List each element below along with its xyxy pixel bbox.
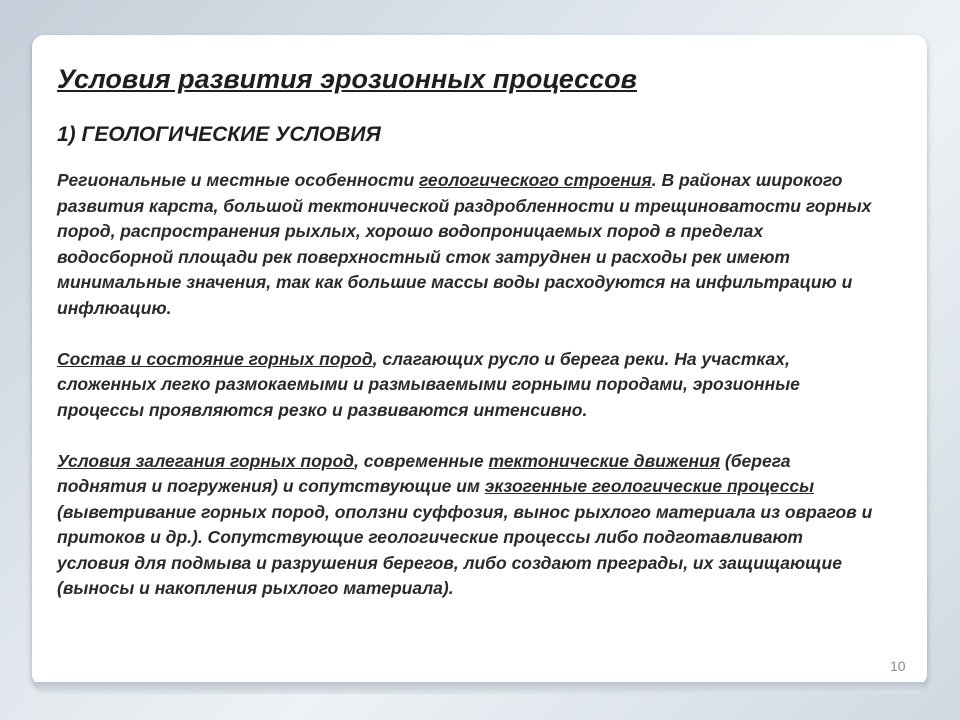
paragraph-geological-structure	[57, 168, 877, 321]
section-heading: 1) ГЕОЛОГИЧЕСКИЕ УСЛОВИЯ	[57, 123, 381, 146]
term-rock-bedding: Условия залегания горных пород	[57, 450, 354, 471]
paragraph-text: . В районах широкого развития карста, большой тектонической раздробленности и трещиноватости горных пород, распространения рыхлых, хорошо водопроницаемых пород в пределах водосборной площади рек поверхностный сток затруднен и расходы рек имеют минимальные значения, так как большие массы воды расходуются на инфильтрацию и инфлюацию.	[57, 170, 872, 318]
term-geological-structure: геологического строения	[419, 170, 652, 190]
page-number: 10	[890, 658, 906, 674]
slide-title: Условия развития эрозионных процессов	[57, 64, 637, 94]
paragraph-text: (берега поднятия и погружения) и сопутствующие им	[57, 450, 791, 496]
slide-card-bottom-band	[34, 682, 927, 694]
term-tectonic-movements: тектонические движения	[488, 450, 721, 471]
paragraph-text: , слагающих русло и берега реки. На участках, сложенных легко размокаемыми и размываемыми горными породами, эрозионные процессы проявляются резко и развиваются интенсивно.	[57, 348, 800, 420]
paragraph-text: , современные	[354, 450, 489, 471]
term-rock-composition: Состав и состояние горных пород	[57, 348, 373, 369]
term-exogenous-processes: экзогенные геологические процессы	[484, 476, 815, 496]
paragraph-text: (выветривание горных пород, оползни суффозия, вынос рыхлого материала из оврагов и притоков и др.). Сопутствующие геологические процессы либо подготавливают условия для подмыва и разрушения берегов, либо создают преграды, их защищающие (выносы и накопления рыхлого материала).	[57, 501, 873, 598]
paragraph-text: Региональные и местные особенности	[57, 170, 419, 190]
paragraph-rock-composition	[57, 347, 877, 424]
paragraph-rock-bedding	[57, 449, 877, 602]
slide-body	[57, 168, 877, 627]
